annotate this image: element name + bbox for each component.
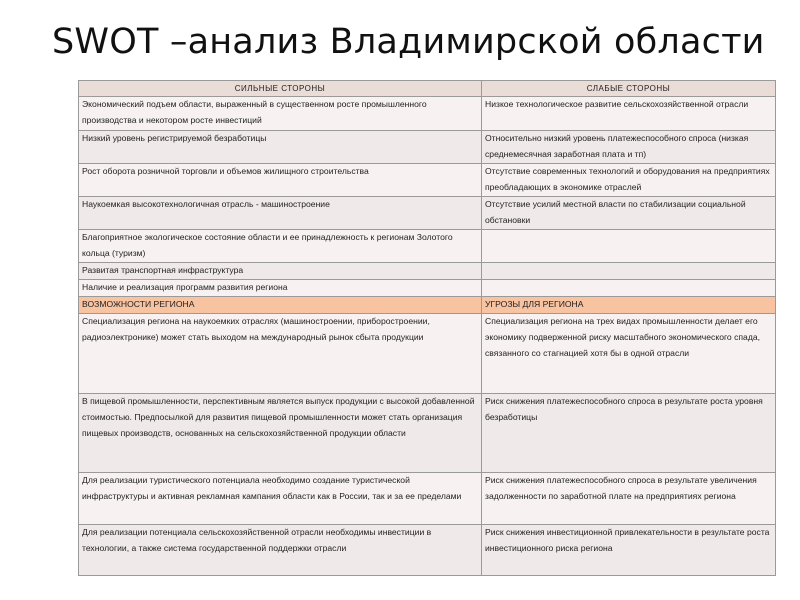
- threat-cell: Специализация региона на трех видах промышленности делает его экономику подверженной риску масштабного экономического спада, связанного со стагнацией хотя бы в одной отрасли: [482, 314, 776, 394]
- table-row: [79, 280, 776, 297]
- table-row: [79, 164, 776, 197]
- strength-cell: Экономический подъем области, выраженный в существенном росте промышленного производства и некотором росте инвестиций: [79, 97, 482, 131]
- weakness-cell: Относительно низкий уровень платежеспособного спроса (низкая среднемесячная заработная плата и тп): [482, 131, 776, 164]
- opportunity-cell: В пищевой промышленности, перспективным является выпуск продукции с высокой добавленной стоимостью. Предпосылкой для развития пищевой промышленности может стать организация пищевых производств, основанных на сельскохозяйственной продукции области: [79, 394, 482, 473]
- table-row: [79, 263, 776, 280]
- opportunity-cell: Для реализации потенциала сельскохозяйственной отрасли необходимы инвестиции в технологии, а также система государственной поддержки отрасли: [79, 525, 482, 576]
- table-row: [79, 97, 776, 131]
- weakness-cell: Низкое технологическое развитие сельскохозяйственной отрасли: [482, 97, 776, 131]
- table-row: [79, 131, 776, 164]
- weakness-cell: [482, 230, 776, 263]
- weakness-cell: [482, 280, 776, 297]
- table-row: [79, 314, 776, 394]
- opportunity-cell: Для реализации туристического потенциала необходимо создание туристической инфраструктуры и активная рекламная кампания области как в России, так и за ее пределами: [79, 473, 482, 525]
- weakness-cell: Отсутствие усилий местной власти по стабилизации социальной обстановки: [482, 197, 776, 230]
- threat-cell: Риск снижения платежеспособного спроса в результате увеличения задолженности по заработной плате на предприятиях региона: [482, 473, 776, 525]
- weaknesses-header: СЛАБЫЕ СТОРОНЫ: [482, 81, 776, 97]
- swot-table: [78, 80, 776, 576]
- strength-cell: Рост оборота розничной торговли и объемов жилищного строительства: [79, 164, 482, 197]
- table-row: [79, 473, 776, 525]
- table-row: [79, 230, 776, 263]
- section-header-row: [79, 297, 776, 314]
- strength-cell: Развитая транспортная инфраструктура: [79, 263, 482, 280]
- table-row: [79, 394, 776, 473]
- strength-cell: Низкий уровень регистрируемой безработицы: [79, 131, 482, 164]
- threat-cell: Риск снижения инвестиционной привлекательности в результате роста инвестиционного риска региона: [482, 525, 776, 576]
- opportunity-cell: Специализация региона на наукоемких отраслях (машиностроении, приборостроении, радиоэлектронике) может стать выходом на международный рынок сбыта продукции: [79, 314, 482, 394]
- table-row: [79, 525, 776, 576]
- table-header-row: [79, 81, 776, 97]
- threat-cell: Риск снижения платежеспособного спроса в результате роста уровня безработицы: [482, 394, 776, 473]
- weakness-cell: [482, 263, 776, 280]
- strength-cell: Наличие и реализация программ развития региона: [79, 280, 482, 297]
- strengths-header: СИЛЬНЫЕ СТОРОНЫ: [79, 81, 482, 97]
- strength-cell: Благоприятное экологическое состояние области и ее принадлежность к регионам Золотого кольца (туризм): [79, 230, 482, 263]
- weakness-cell: Отсутствие современных технологий и оборудования на предприятиях преобладающих в экономике отраслей: [482, 164, 776, 197]
- opportunities-header: ВОЗМОЖНОСТИ РЕГИОНА: [79, 297, 482, 314]
- slide-title: SWOT –анализ Владимирской области: [52, 22, 765, 62]
- threats-header: УГРОЗЫ ДЛЯ РЕГИОНА: [482, 297, 776, 314]
- table-row: [79, 197, 776, 230]
- strength-cell: Наукоемкая высокотехнологичная отрасль - машиностроение: [79, 197, 482, 230]
